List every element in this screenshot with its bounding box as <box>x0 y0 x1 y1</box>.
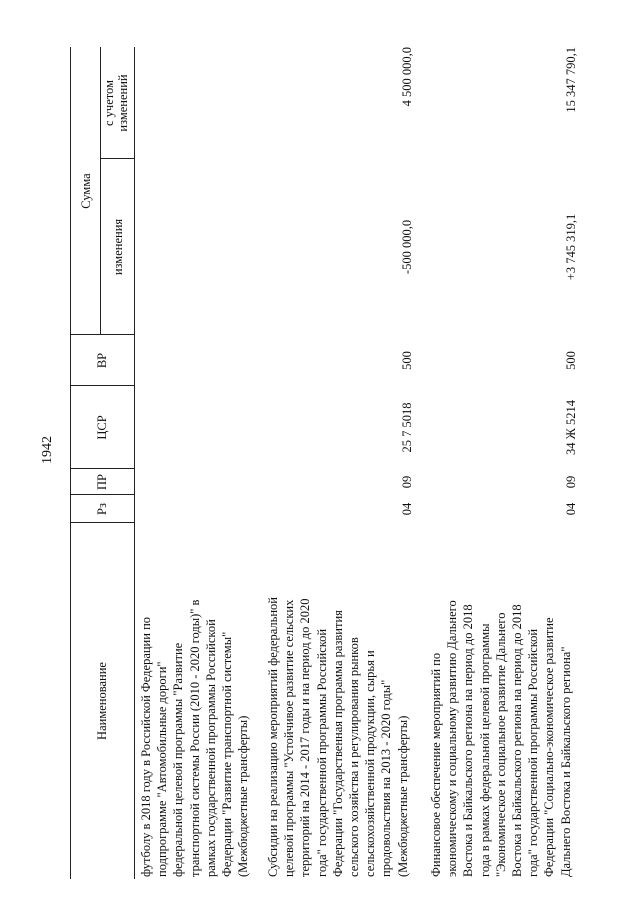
header-sum: Сумма <box>79 173 93 209</box>
row-2-pr: 09 <box>400 475 414 489</box>
page-number <box>38 430 58 470</box>
header-bottom-rule <box>134 47 135 879</box>
row-2-with-change: 4 500 000,0 <box>400 47 414 107</box>
sum-header-rule <box>100 47 101 335</box>
table-top-rule <box>70 47 71 879</box>
page-number-text: 1942 <box>40 436 55 464</box>
header-pr: ПР <box>95 474 109 490</box>
row-3-line: "Экономическое и социальное развитие Дальнего <box>493 612 508 877</box>
row-3-vr: 500 <box>564 351 578 370</box>
row-2-change: -500 000,0 <box>400 219 414 275</box>
row-1-line: транспортной системы России (2010 - 2020 годы)" в <box>187 599 202 877</box>
row-2-line: года" государственной программы Российской <box>314 628 329 877</box>
row-2-line: сельского хозяйства и регулирования рынков <box>347 637 362 877</box>
header-csr: ЦСР <box>95 415 109 440</box>
header-with-change: с учетом изменений <box>102 74 130 132</box>
row-3-pr: 09 <box>564 475 578 489</box>
row-3-rz: 04 <box>564 502 578 516</box>
row-2-csr: 25 7 5018 <box>400 402 414 453</box>
row-2-line: продовольствия на 2013 - 2020 годы" <box>379 679 394 877</box>
row-3-line: Востока и Байкальского региона на период до 2018 <box>461 604 476 877</box>
row-3-line: экономическому и социальному развитию Дальнего <box>445 600 460 877</box>
budget-table <box>70 47 580 879</box>
row-2-rz: 04 <box>400 502 414 516</box>
row-2-vr: 500 <box>400 351 414 370</box>
row-3-with-change: 15 347 790,1 <box>564 47 578 113</box>
row-2-line: Федерации "Государственная программа развития <box>330 610 345 877</box>
row-1-line: федеральной целевой программы "Развитие <box>171 642 186 877</box>
row-2-line: (Межбюджетные трансферты) <box>395 715 410 877</box>
row-1-line: Федерации "Развитие транспортной системы" <box>220 631 235 877</box>
header-vr: ВР <box>95 352 109 369</box>
row-3-line: года" государственной программы Российской <box>526 628 541 877</box>
row-3-line: года в рамках федеральной целевой программы <box>477 623 492 877</box>
row-1-name <box>138 525 251 877</box>
row-2-line: сельскохозяйственной продукции, сырья и <box>363 650 378 877</box>
row-1-line: футболу в 2018 году в Российской Федерации по <box>139 616 153 877</box>
row-2-line: территорий на 2014 - 2017 годы и на период до 2020 <box>298 598 313 877</box>
row-3-name <box>428 525 574 877</box>
row-1-line: подпрограмме "Автомобильные дороги" <box>155 661 170 877</box>
row-3-csr: 34 Ж 5214 <box>564 400 578 455</box>
row-1-line: (Межбюджетные трансферты) <box>236 715 251 877</box>
row-3-line: Федерации "Социально-экономическое развитие <box>542 617 557 877</box>
row-2-line: целевой программы "Устойчивое развитие сельских <box>282 599 297 877</box>
row-1-line: рамках государственной программы Российской <box>203 619 218 877</box>
row-3-line: Востока и Байкальского региона на период до 2018 <box>510 604 525 877</box>
row-2-line: Субсидии на реализацию мероприятий федеральной <box>266 597 280 877</box>
row-3-line: Финансовое обеспечение мероприятий по <box>429 652 443 877</box>
row-3-line: Дальнего Востока и Байкальского региона" <box>558 646 573 877</box>
header-rz: Рз <box>95 503 109 515</box>
row-2-name <box>265 525 411 877</box>
header-change: изменения <box>111 218 125 276</box>
row-3-change: +3 745 319,1 <box>564 213 578 281</box>
header-name: Наименование <box>95 662 109 740</box>
